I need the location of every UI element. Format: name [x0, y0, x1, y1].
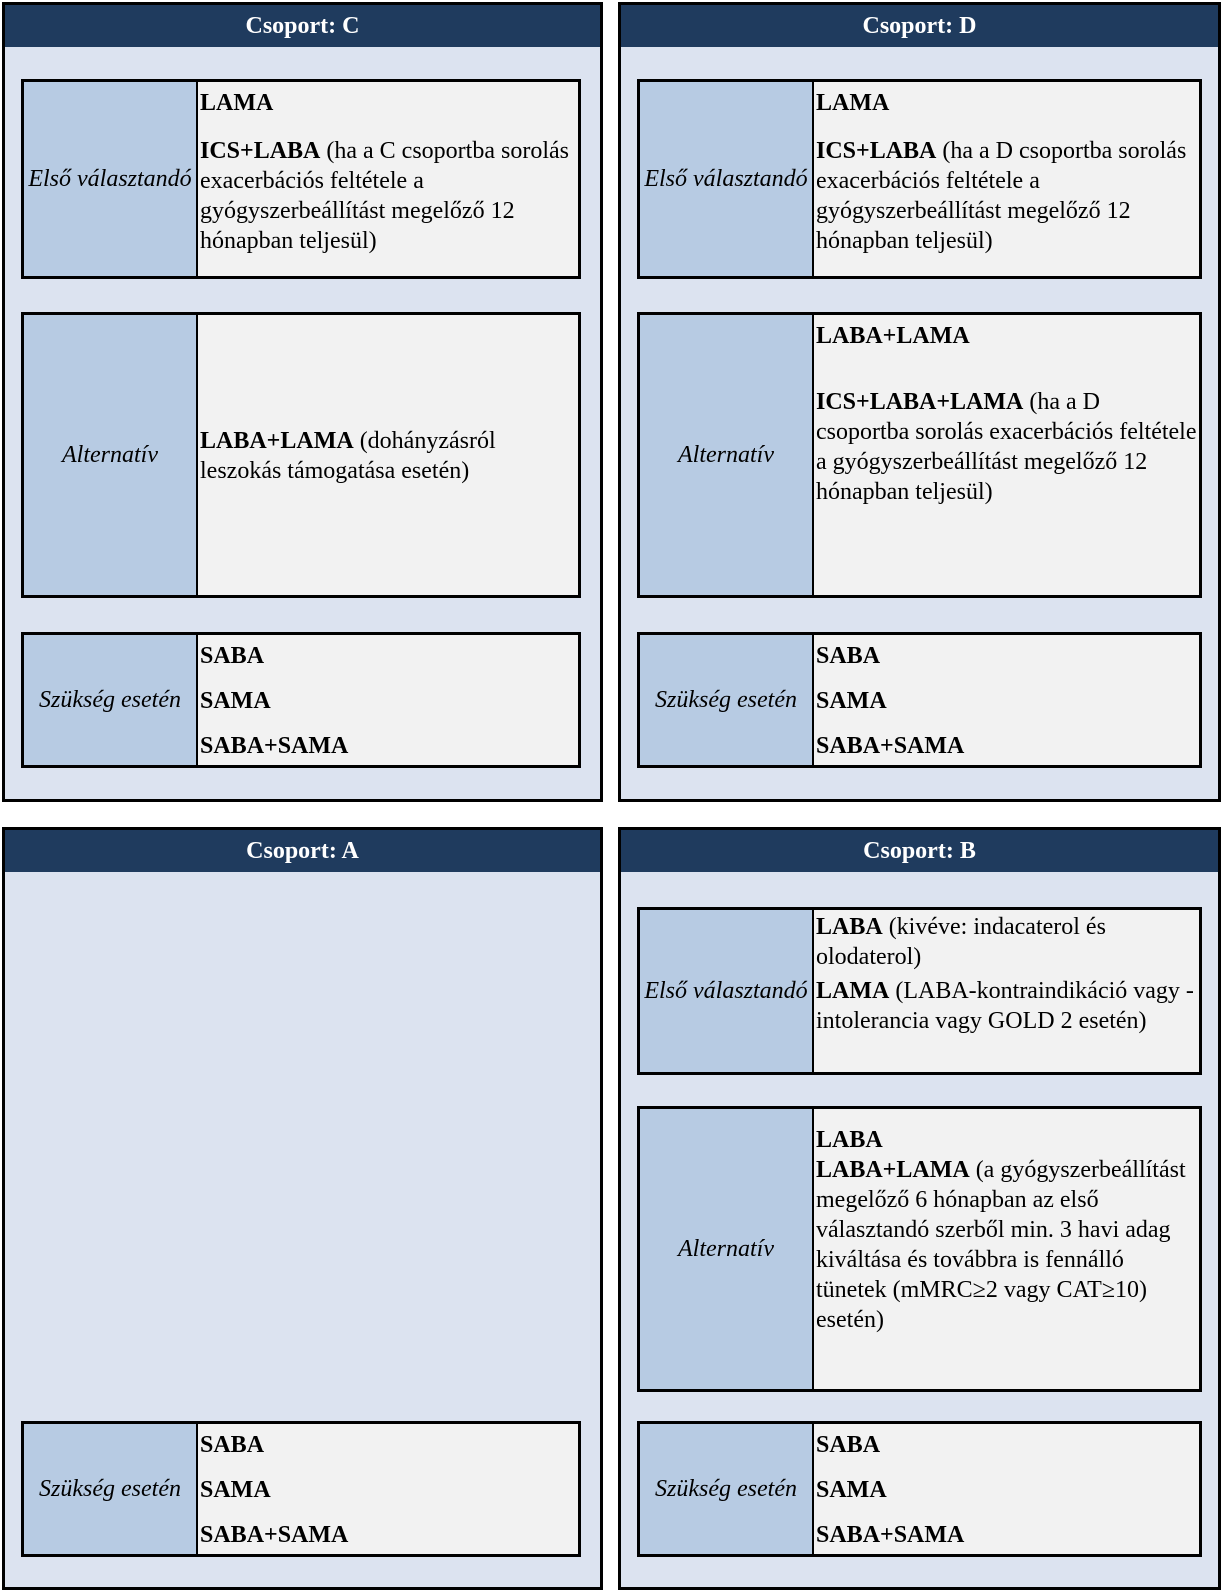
row-label: Alternatív — [640, 1109, 814, 1389]
drug-option: SAMA — [200, 688, 271, 714]
drug-option: SABA+SAMA — [200, 733, 349, 759]
drug-option: SAMA — [200, 1477, 271, 1503]
panel-title: Csoport: A — [5, 830, 600, 872]
panel-title: Csoport: B — [621, 830, 1218, 872]
row-label: Alternatív — [24, 315, 198, 595]
panel-group-a — [2, 827, 603, 1590]
drug-option: SABA+SAMA — [200, 1522, 349, 1548]
drug-option: SABA+SAMA — [816, 1522, 965, 1548]
alternative-row — [637, 312, 1202, 598]
drug-option: SABA — [816, 643, 881, 669]
as-needed-row — [637, 632, 1202, 768]
first-choice-row — [637, 907, 1202, 1075]
drug-option: LABA+LAMA — [816, 323, 970, 349]
as-needed-row — [21, 1421, 581, 1557]
drug-option: LABA+LAMA (a gyógyszerbeállítást megelőző 6 hónapban az első választandó szerből min. 3 havi adag kiváltása és továbbra is fennálló tünetek (mMRC≥2 vagy CAT≥10) esetén) — [816, 1157, 1186, 1333]
row-content — [198, 1424, 578, 1554]
drug-option: LABA — [816, 1127, 883, 1153]
panel-group-c — [2, 2, 603, 802]
row-label: Szükség esetén — [640, 635, 814, 765]
row-label: Első választandó — [24, 82, 198, 276]
drug-option: LABA+LAMA (dohányzásról leszokás támogatása esetén) — [200, 428, 496, 484]
drug-option: SABA — [816, 1432, 881, 1458]
drug-option: SABA — [200, 643, 265, 669]
row-content — [814, 1109, 1199, 1389]
drug-option: LABA (kivéve: indacaterol és olodaterol) — [816, 914, 1106, 970]
drug-option: LAMA — [816, 90, 890, 116]
row-content — [814, 1424, 1199, 1554]
row-label: Első választandó — [640, 910, 814, 1072]
row-label: Alternatív — [640, 315, 814, 595]
alternative-row — [637, 1106, 1202, 1392]
drug-option: LAMA (LABA-kontraindikáció vagy -intolerancia vagy GOLD 2 esetén) — [816, 978, 1194, 1034]
row-content — [814, 315, 1199, 595]
drug-option: SABA+SAMA — [816, 733, 965, 759]
row-label: Első választandó — [640, 82, 814, 276]
drug-option: ICS+LABA (ha a D csoportba sorolás exacerbációs feltétele a gyógyszerbeállítást megelőző 12 hónapban teljesül) — [816, 138, 1187, 254]
drug-option: ICS+LABA (ha a C csoportba sorolás exacerbációs feltétele a gyógyszerbeállítást megelőző 12 hónapban teljesül) — [200, 138, 569, 254]
panel-title: Csoport: C — [5, 5, 600, 47]
panel-group-b — [618, 827, 1221, 1590]
drug-option: SAMA — [816, 688, 887, 714]
first-choice-row — [637, 79, 1202, 279]
row-content — [814, 635, 1199, 765]
first-choice-row — [21, 79, 581, 279]
row-content — [198, 82, 578, 276]
drug-option: SAMA — [816, 1477, 887, 1503]
panel-title: Csoport: D — [621, 5, 1218, 47]
row-content — [814, 910, 1199, 1072]
as-needed-row — [21, 632, 581, 768]
row-label: Szükség esetén — [640, 1424, 814, 1554]
drug-option: SABA — [200, 1432, 265, 1458]
row-content — [814, 82, 1199, 276]
row-content — [198, 315, 578, 595]
row-content — [198, 635, 578, 765]
alternative-row — [21, 312, 581, 598]
row-label: Szükség esetén — [24, 1424, 198, 1554]
drug-option: ICS+LABA+LAMA (ha a D csoportba sorolás exacerbációs feltétele a gyógyszerbeállítást megelőző 12 hónapban teljesül) — [816, 389, 1197, 505]
panel-group-d — [618, 2, 1221, 802]
drug-option: LAMA — [200, 90, 274, 116]
as-needed-row — [637, 1421, 1202, 1557]
row-label: Szükség esetén — [24, 635, 198, 765]
